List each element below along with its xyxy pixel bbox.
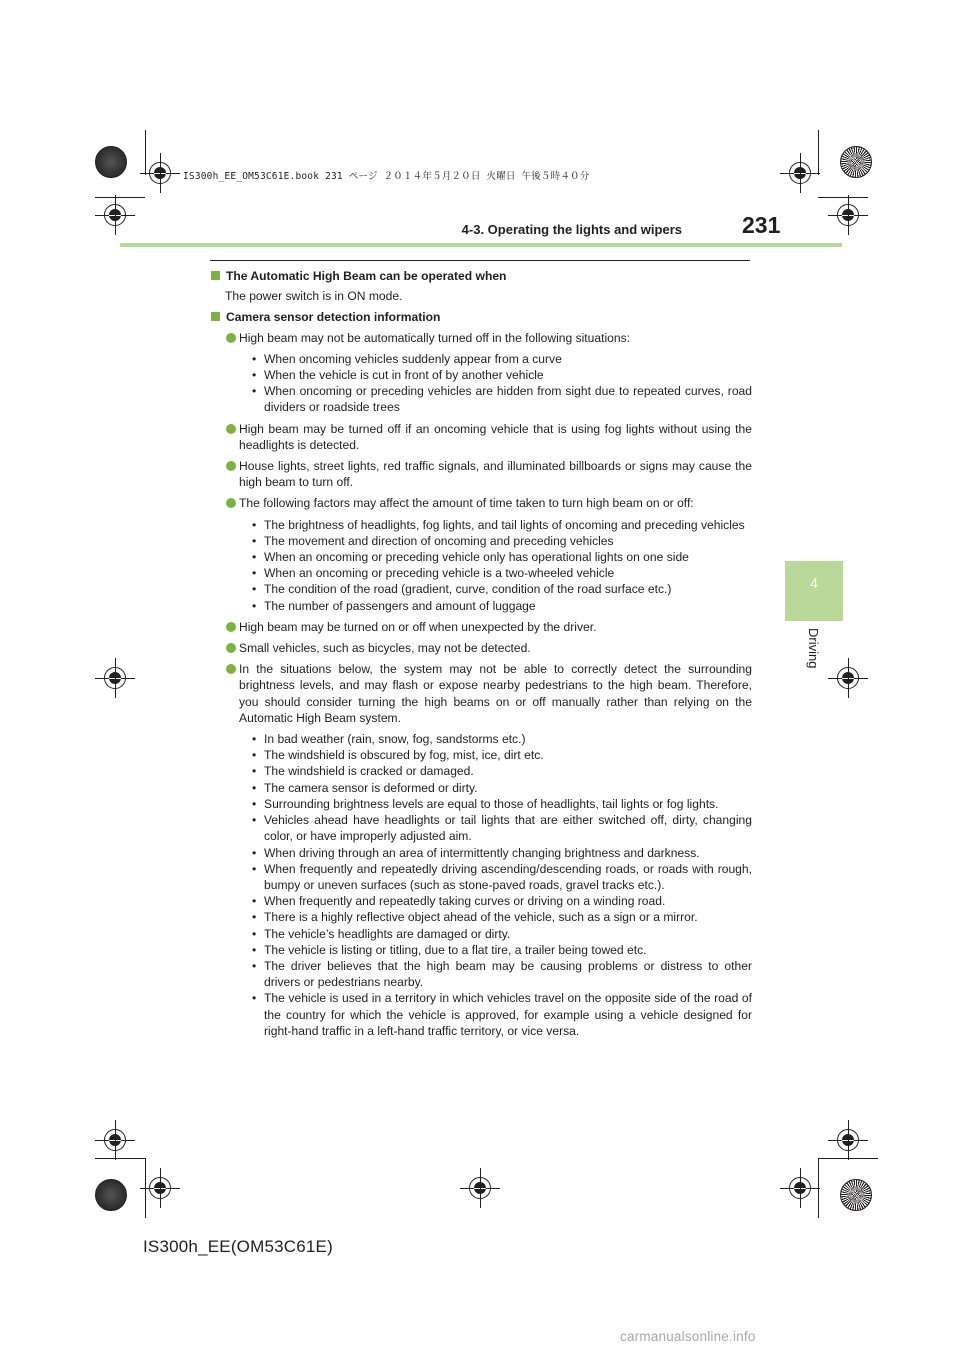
sub-list-item: • There is a highly reflective object ahead of the vehicle, such as a sign or a mirror. (252, 909, 752, 925)
sunburst-target-icon (840, 146, 872, 178)
sub-list-item: • The camera sensor is deformed or dirty. (252, 780, 752, 796)
crosshair-mark-icon (780, 1168, 820, 1208)
sunburst-target-icon (840, 1179, 872, 1211)
crosshair-mark-icon (140, 153, 180, 193)
crosshair-mark-icon (95, 658, 135, 698)
crop-line (818, 197, 868, 198)
sub-list-item: • When an oncoming or preceding vehicle only has operational lights on one side (252, 549, 752, 565)
circle-bullet-icon (226, 498, 236, 508)
crosshair-mark-icon (140, 1168, 180, 1208)
circle-bullet-icon (226, 643, 236, 653)
sub-list-item: • When frequently and repeatedly driving ascending/descending roads, or roads with rough, bumpy or uneven surfaces (such as stone-paved roads, gravel tracks etc.). (252, 861, 752, 893)
list-item: High beam may not be automatically turned off in the following situations: (211, 330, 752, 346)
sub-list-item: • The number of passengers and amount of luggage (252, 598, 752, 614)
section-title: 4-3. Operating the lights and wipers (461, 222, 682, 237)
chapter-number: 4 (810, 575, 818, 591)
model-code: IS300h_EE(OM53C61E) (143, 1237, 333, 1256)
sub-list-item: • When frequently and repeatedly taking curves or driving on a winding road. (252, 893, 752, 909)
crop-line (95, 197, 145, 198)
list-item: High beam may be turned on or off when unexpected by the driver. (211, 619, 752, 635)
sub-list (252, 517, 752, 614)
sub-list-item: • In bad weather (rain, snow, fog, sandstorms etc.) (252, 731, 752, 747)
chapter-label: Driving (806, 628, 821, 669)
circle-bullet-icon (226, 664, 236, 674)
crop-line (818, 130, 819, 175)
circle-bullet-icon (226, 333, 236, 343)
sub-list (252, 731, 752, 1039)
sub-list (252, 351, 752, 416)
header-rule (210, 260, 750, 261)
crosshair-mark-icon (828, 658, 868, 698)
crosshair-mark-icon (95, 195, 135, 235)
crop-line (145, 1158, 146, 1218)
section-heading: Camera sensor detection information (211, 309, 752, 325)
page-number: 231 (742, 212, 781, 238)
section-heading: The Automatic High Beam can be operated when (211, 268, 752, 284)
circle-bullet-icon (226, 622, 236, 632)
header-band (120, 243, 842, 247)
sub-list-item: • The driver believes that the high beam may be causing problems or distress to other drivers or pedestrians nearby. (252, 958, 752, 990)
sub-list-item: • When an oncoming or preceding vehicle is a two-wheeled vehicle (252, 565, 752, 581)
print-info: IS300h_EE_OM53C61E.book 231 ページ ２０１４年５月２０日 火曜日 午後５時４０分 (183, 171, 590, 182)
crop-line (818, 1158, 878, 1159)
sub-list-item: • The windshield is obscured by fog, mist, ice, dirt etc. (252, 747, 752, 763)
crosshair-mark-icon (460, 1168, 500, 1208)
crosshair-mark-icon (828, 1120, 868, 1160)
sub-list-item: • The movement and direction of oncoming and preceding vehicles (252, 533, 752, 549)
square-bullet-icon (211, 312, 220, 321)
sub-list-item: • The vehicle’s headlights are damaged or dirty. (252, 926, 752, 942)
sub-list-item: • The windshield is cracked or damaged. (252, 763, 752, 779)
sub-list-item: • When oncoming or preceding vehicles are hidden from sight due to repeated curves, road dividers or roadside trees (252, 383, 752, 415)
main-content (211, 268, 752, 1044)
crosshair-mark-icon (828, 195, 868, 235)
registration-disc-icon (95, 146, 127, 178)
crosshair-mark-icon (780, 153, 820, 193)
registration-disc-icon (95, 1179, 127, 1211)
section-text: The power switch is in ON mode. (225, 289, 403, 304)
sub-list-item: • When oncoming vehicles suddenly appear from a curve (252, 351, 752, 367)
sub-list-item: • Surrounding brightness levels are equal to those of headlights, tail lights or fog lights. (252, 796, 752, 812)
sub-list-item: • The vehicle is listing or titling, due to a flat tire, a trailer being towed etc. (252, 942, 752, 958)
circle-bullet-icon (226, 461, 236, 471)
square-bullet-icon (211, 271, 220, 280)
list-item: High beam may be turned off if an oncoming vehicle that is using fog lights without using the headlights is detected. (211, 421, 752, 453)
crop-line (818, 1158, 819, 1218)
sub-list-item: • The condition of the road (gradient, curve, condition of the road surface etc.) (252, 581, 752, 597)
list-item: House lights, street lights, red traffic signals, and illuminated billboards or signs may cause the high beam to turn off. (211, 458, 752, 490)
sub-list-item: • When driving through an area of intermittently changing brightness and darkness. (252, 845, 752, 861)
sub-list-item: • Vehicles ahead have headlights or tail lights that are either switched off, dirty, changing color, or have improperly adjusted aim. (252, 812, 752, 844)
watermark[interactable]: carmanualsonline.info (620, 1329, 756, 1344)
sub-list-item: • The vehicle is used in a territory in which vehicles travel on the opposite side of the road of the country for which the vehicle is approved, for example using a vehicle designed for right-hand traffic in a left-hand traffic territory, or vice versa. (252, 990, 752, 1039)
list-item: Small vehicles, such as bicycles, may not be detected. (211, 640, 752, 656)
sub-list-item: • When the vehicle is cut in front of by another vehicle (252, 367, 752, 383)
circle-bullet-icon (226, 424, 236, 434)
list-item: In the situations below, the system may not be able to correctly detect the surrounding brightness levels, and may flash or expose nearby pedestrians to the high beam. Therefore, you should consider turning the high beams on or off manually rather than relying on the Automatic High Beam system. (211, 661, 752, 726)
sub-list-item: • The brightness of headlights, fog lights, and tail lights of oncoming and preceding vehicles (252, 517, 752, 533)
chapter-tab[interactable] (785, 561, 843, 621)
crosshair-mark-icon (95, 1120, 135, 1160)
crop-line (145, 130, 146, 175)
list-item: The following factors may affect the amount of time taken to turn high beam on or off: (211, 495, 752, 511)
crop-line (95, 1158, 145, 1159)
